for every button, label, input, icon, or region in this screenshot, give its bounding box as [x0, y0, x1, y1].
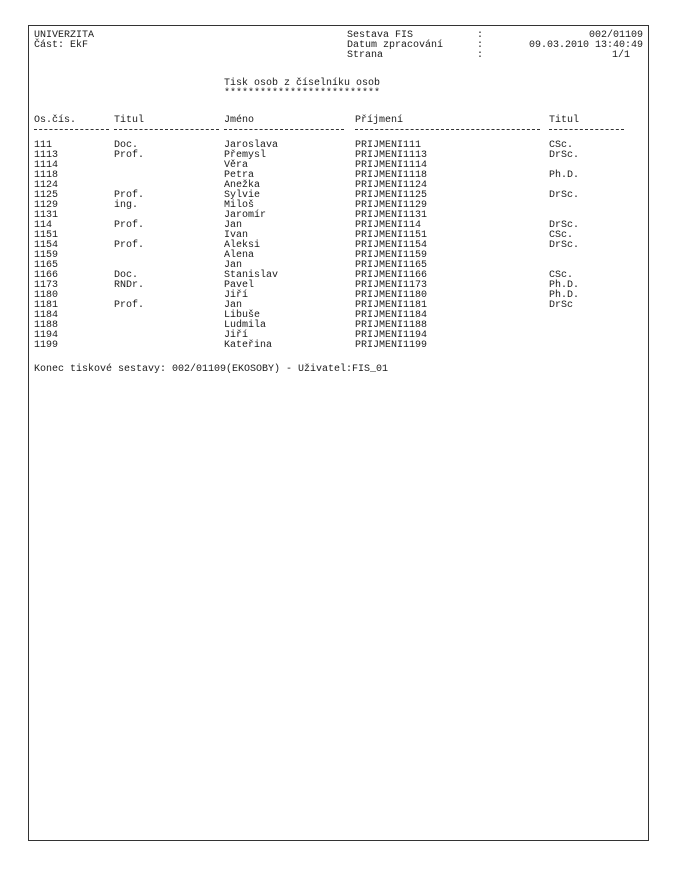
person-number: 1113 [34, 150, 59, 161]
column-header-row [29, 116, 648, 126]
surname: PRIJMENI1154 [355, 240, 428, 251]
first-name: Přemysl [224, 150, 267, 161]
title-before: Prof. [114, 220, 145, 231]
surname: PRIJMENI1125 [355, 190, 428, 201]
first-name: Miloš [224, 200, 255, 211]
table-row [29, 241, 648, 251]
first-name: Pavel [224, 280, 255, 291]
surname: PRIJMENI1131 [355, 210, 428, 221]
surname: PRIJMENI1166 [355, 270, 428, 281]
person-number: 1184 [34, 310, 59, 321]
surname: PRIJMENI1114 [355, 160, 428, 171]
person-number: 1181 [34, 300, 59, 311]
surname: PRIJMENI1199 [355, 340, 428, 351]
surname: PRIJMENI114 [355, 220, 422, 231]
person-number: 1188 [34, 320, 59, 331]
surname: PRIJMENI1129 [355, 200, 428, 211]
title-before: Prof. [114, 300, 145, 311]
title-after: Ph.D. [549, 290, 580, 301]
first-name: Kateřina [224, 340, 273, 351]
title-after: Ph.D. [549, 280, 580, 291]
page-number: 1/1 [611, 50, 630, 61]
person-number: 1199 [34, 340, 59, 351]
surname: PRIJMENI1151 [355, 230, 428, 241]
first-name: Jan [224, 220, 243, 231]
first-name: Aleksi [224, 240, 261, 251]
page-label: Strana [347, 50, 384, 61]
title-before: RNDr. [114, 280, 145, 291]
table-row [29, 301, 648, 311]
col-header-title-after: Titul [549, 115, 580, 126]
page-colon: : [477, 50, 484, 61]
table-row [29, 341, 648, 351]
table-row [29, 151, 648, 161]
person-number: 1166 [34, 270, 59, 281]
title-before: Doc. [114, 270, 139, 281]
org-name: UNIVERZITA [34, 30, 95, 41]
surname: PRIJMENI1118 [355, 170, 428, 181]
person-number: 1154 [34, 240, 59, 251]
table-row [29, 201, 648, 211]
title-underline: ************************** [224, 88, 381, 99]
report-label: Sestava FIS [347, 30, 414, 41]
first-name: Jan [224, 260, 243, 271]
person-number: 1129 [34, 200, 59, 211]
header-separator [34, 129, 109, 130]
processing-date: 09.03.2010 13:40:49 [528, 40, 643, 51]
col-header-surname: Příjmení [355, 115, 404, 126]
first-name: Stanislav [224, 270, 279, 281]
person-number: 111 [34, 140, 53, 151]
title-after: Ph.D. [549, 170, 580, 181]
first-name: Jiří [224, 330, 249, 341]
first-name: Sylvie [224, 190, 261, 201]
surname: PRIJMENI1184 [355, 310, 428, 321]
title-after: DrSc. [549, 150, 580, 161]
surname: PRIJMENI1188 [355, 320, 428, 331]
title-after: DrSc [549, 300, 574, 311]
title-before: Prof. [114, 190, 145, 201]
header-separator [224, 129, 344, 130]
first-name: Jiří [224, 290, 249, 301]
person-number: 1131 [34, 210, 59, 221]
person-number: 114 [34, 220, 53, 231]
report-colon: : [477, 30, 484, 41]
person-number: 1151 [34, 230, 59, 241]
person-number: 1114 [34, 160, 59, 171]
person-number: 1125 [34, 190, 59, 201]
report-title: Tisk osob z číselníku osob [224, 78, 381, 89]
first-name: Anežka [224, 180, 261, 191]
surname: PRIJMENI1159 [355, 250, 428, 261]
title-before: ing. [114, 200, 139, 211]
surname: PRIJMENI1124 [355, 180, 428, 191]
title-after: DrSc. [549, 240, 580, 251]
surname: PRIJMENI1194 [355, 330, 428, 341]
title-after: DrSc. [549, 220, 580, 231]
surname: PRIJMENI1165 [355, 260, 428, 271]
report-id: 002/01109 [588, 30, 643, 41]
first-name: Ludmila [224, 320, 267, 331]
first-name: Jaroslava [224, 140, 279, 151]
report-page [28, 25, 649, 841]
header-separator [114, 129, 219, 130]
title-before: Doc. [114, 140, 139, 151]
col-header-number: Os.čís. [34, 115, 77, 126]
part-label: Část: EkF [34, 40, 89, 51]
person-number: 1165 [34, 260, 59, 271]
date-label: Datum zpracování [347, 40, 444, 51]
table-row [29, 171, 648, 181]
person-number: 1194 [34, 330, 59, 341]
person-number: 1124 [34, 180, 59, 191]
col-header-first-name: Jméno [224, 115, 255, 126]
surname: PRIJMENI111 [355, 140, 422, 151]
first-name: Petra [224, 170, 255, 181]
title-after: DrSc. [549, 190, 580, 201]
col-header-title: Titul [114, 115, 145, 126]
person-number: 1173 [34, 280, 59, 291]
table-row [29, 251, 648, 261]
title-after: CSc. [549, 230, 574, 241]
person-number: 1159 [34, 250, 59, 261]
surname: PRIJMENI1173 [355, 280, 428, 291]
date-colon: : [477, 40, 484, 51]
table-row [29, 321, 648, 331]
first-name: Jaromír [224, 210, 267, 221]
first-name: Věra [224, 160, 249, 171]
surname: PRIJMENI1113 [355, 150, 428, 161]
table-row [29, 331, 648, 341]
surname: PRIJMENI1181 [355, 300, 428, 311]
person-number: 1118 [34, 170, 59, 181]
report-footer: Konec tiskové sestavy: 002/01109(EKOSOBY) - Uživatel:FIS_01 [34, 364, 389, 375]
header-separator [355, 129, 540, 130]
first-name: Libuše [224, 310, 261, 321]
header-separator [549, 129, 624, 130]
surname: PRIJMENI1180 [355, 290, 428, 301]
title-before: Prof. [114, 150, 145, 161]
person-number: 1180 [34, 290, 59, 301]
table-row [29, 311, 648, 321]
first-name: Ivan [224, 230, 249, 241]
title-after: CSc. [549, 270, 574, 281]
title-after: CSc. [549, 140, 574, 151]
first-name: Jan [224, 300, 243, 311]
first-name: Alena [224, 250, 255, 261]
title-before: Prof. [114, 240, 145, 251]
